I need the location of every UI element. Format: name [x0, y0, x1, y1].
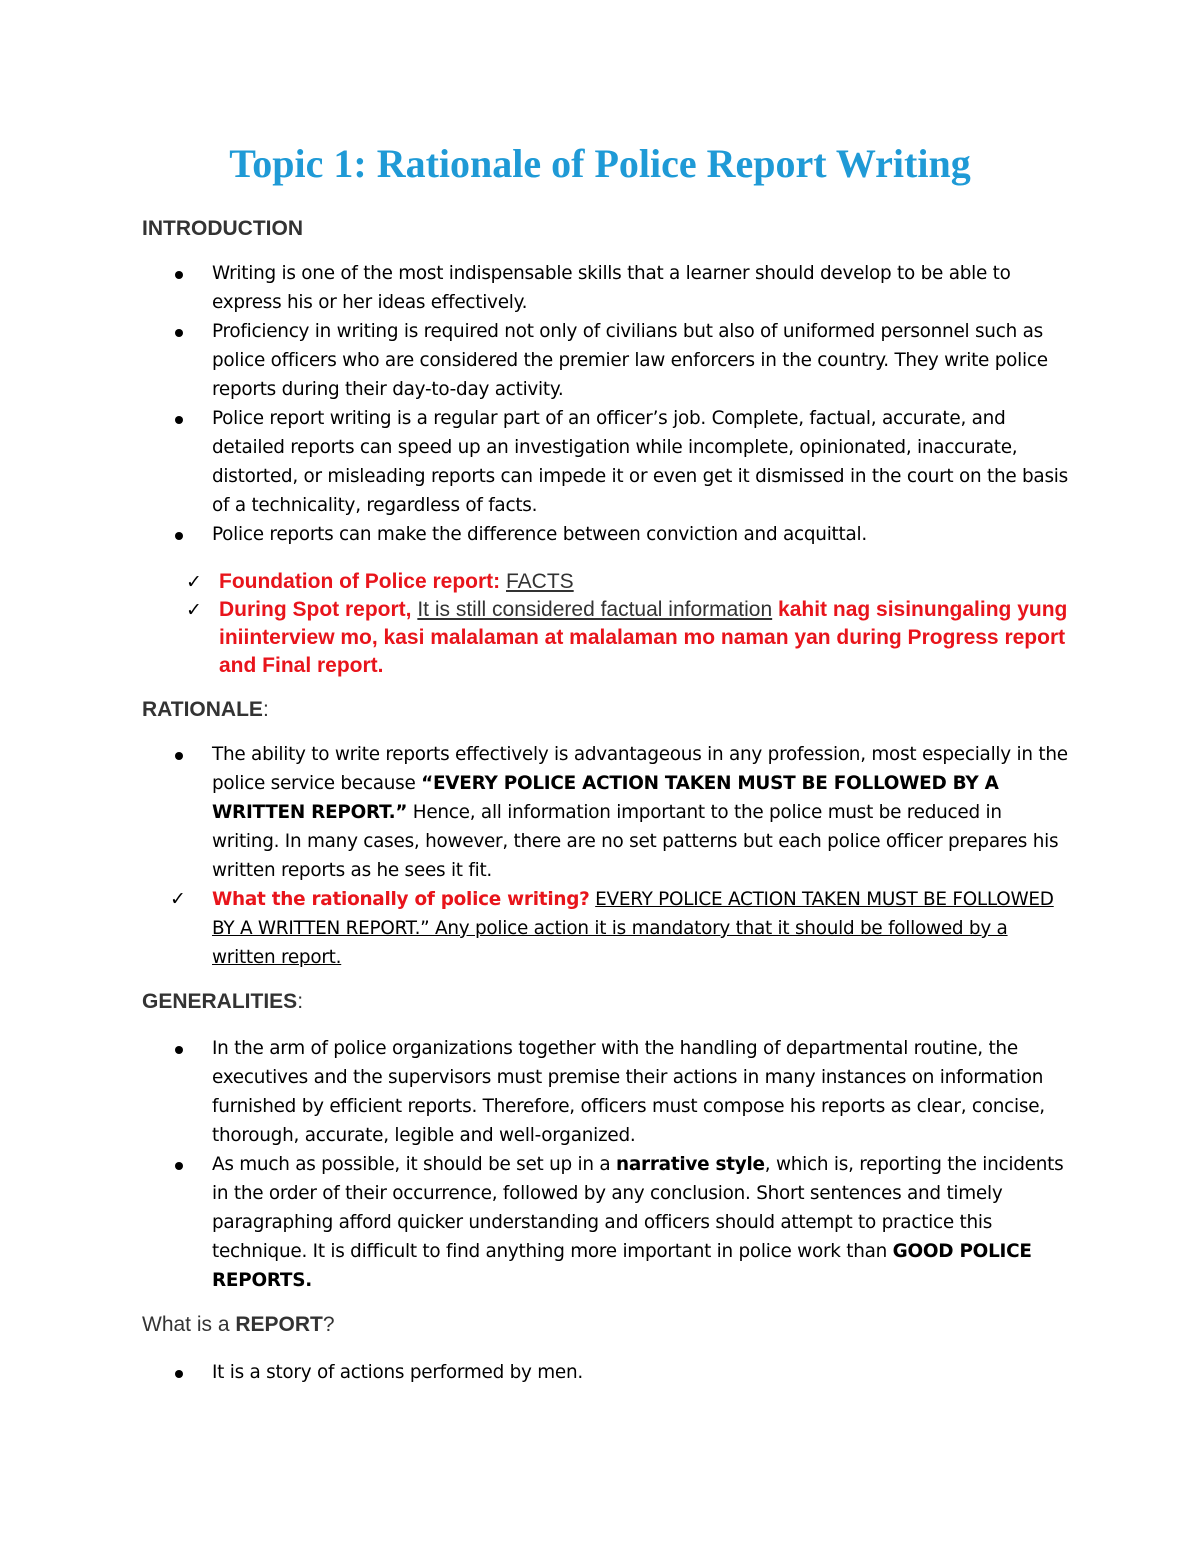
report-heading: What is a REPORT?: [142, 1313, 335, 1336]
list-item: Writing is one of the most indispensable skills that a learner should develop to be able to express his or her ideas effectively.: [142, 259, 1072, 317]
rationale-list: [142, 740, 1072, 972]
generalities-heading: GENERALITIES:: [142, 990, 304, 1013]
list-item: In the arm of police organizations together with the handling of departmental routine, the executives and the supervisors must premise their actions in many instances on information furnished by efficient reports. Therefore, officers must compose his reports as clear, concise, thorough, accurate, legible and well-organized.: [142, 1034, 1072, 1150]
bullet-icon: [175, 1370, 183, 1378]
bullet-icon: [175, 329, 183, 337]
page-title: Topic 1: Rationale of Police Report Writing: [229, 141, 971, 186]
rationale-heading: RATIONALE:: [142, 698, 269, 721]
list-item: Police reports can make the difference between conviction and acquittal.: [142, 520, 1072, 549]
introduction-list: [142, 259, 1072, 549]
bullet-icon: [175, 1162, 183, 1170]
bullet-icon: [175, 1046, 183, 1054]
generalities-list: [142, 1034, 1072, 1295]
list-item: The ability to write reports effectively is advantageous in any profession, most especially in the police service because “EVERY POLICE ACTION TAKEN MUST BE FOLLOWED BY A WRITTEN REPORT.” Hence, all information important to the police must be reduced in writing. In many cases, however, there are no set patterns but each police officer prepares his written reports as he sees it fit.: [142, 740, 1072, 885]
checkmark-icon: ✓: [186, 571, 202, 593]
list-item: Proficiency in writing is required not only of civilians but also of uniformed personnel such as police officers who are considered the premier law enforcers in the country. They write police reports during their day-to-day activity.: [142, 317, 1072, 404]
bullet-icon: [175, 416, 183, 424]
list-item: Police report writing is a regular part of an officer’s job. Complete, factual, accurate, and detailed reports can speed up an investigation while incomplete, opinionated, inaccurate, distorted, or misleading reports can impede it or even get it dismissed in the court on the basis of a technicality, regardless of facts.: [142, 404, 1072, 520]
checkmark-icon: ✓: [170, 888, 186, 910]
checkmark-icon: ✓: [186, 599, 202, 621]
bullet-icon: [175, 752, 183, 760]
bullet-icon: [175, 271, 183, 279]
note-item: ✓ Foundation of Police report: FACTS: [142, 568, 1072, 596]
note-item: ✓ During Spot report, It is still considered factual information kahit nag sisinungaling yung iniinterview mo, kasi malalaman at malalaman mo naman yan during Progress report and Final report.: [186, 598, 1068, 677]
report-list: [142, 1358, 1072, 1387]
bullet-icon: [175, 532, 183, 540]
list-item: As much as possible, it should be set up in a narrative style, which is, reporting the incidents in the order of their occurrence, followed by any conclusion. Short sentences and timely paragraphing afford quicker understanding and officers should attempt to practice this technique. It is difficult to find anything more important in police work than GOOD POLICE REPORTS.: [142, 1150, 1072, 1295]
introduction-notes: [142, 568, 1072, 680]
list-item: It is a story of actions performed by men.: [142, 1358, 1072, 1387]
note-item: ✓ What the rationally of police writing? EVERY POLICE ACTION TAKEN MUST BE FOLLOWED BY A WRITTEN REPORT.” Any police action it is mandatory that it should be followed by a written report.: [142, 885, 1072, 972]
introduction-heading: INTRODUCTION: [142, 217, 303, 240]
